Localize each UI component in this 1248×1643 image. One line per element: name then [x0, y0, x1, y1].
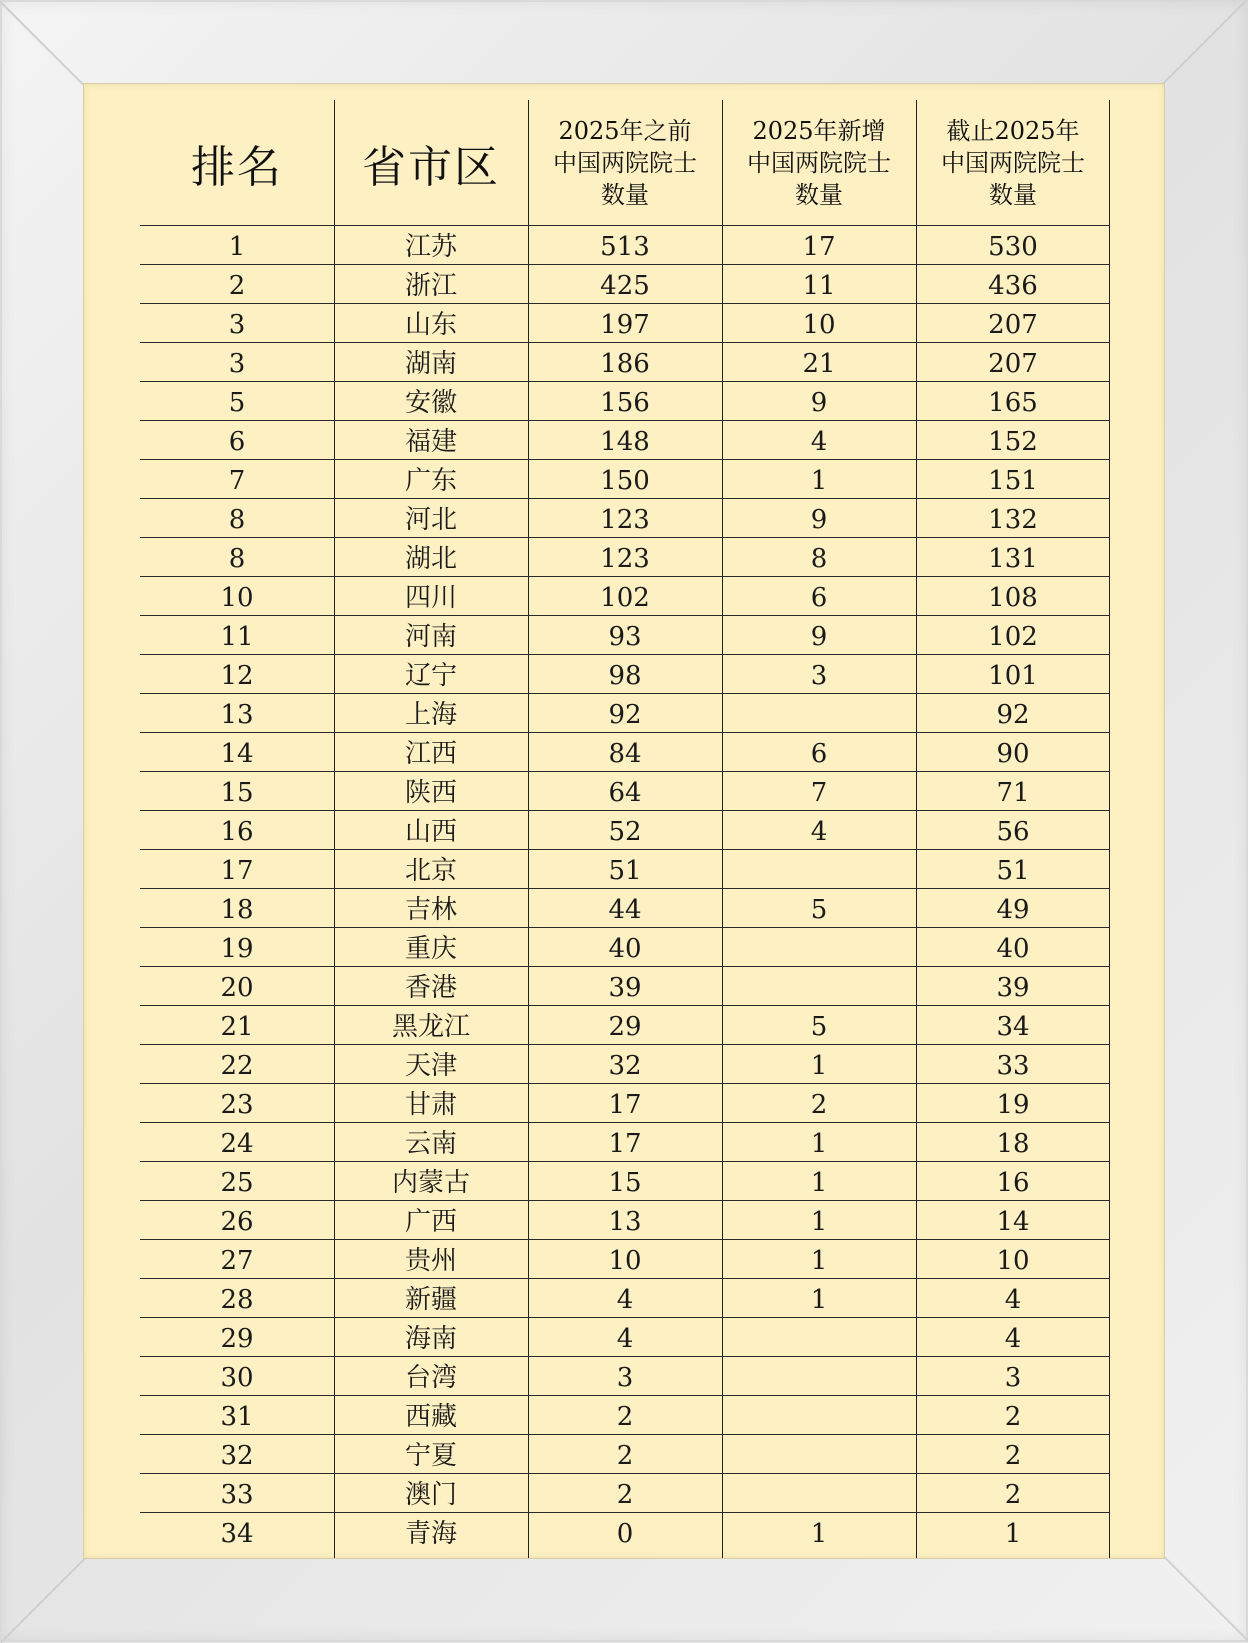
- cell-region: 河北: [404, 505, 457, 535]
- cell-new: 1: [810, 1129, 828, 1159]
- cell-before: 4: [616, 1285, 634, 1315]
- cell-total: 207: [988, 349, 1038, 379]
- cell-rank: 33: [220, 1480, 254, 1510]
- cell-before: 29: [608, 1012, 642, 1042]
- cell-before: 150: [600, 466, 650, 496]
- cell-total: 40: [996, 934, 1030, 964]
- cell-new: [722, 1318, 916, 1356]
- cell-region: 山西: [404, 817, 457, 847]
- cell-new: [722, 1435, 916, 1473]
- cell-region: 湖南: [404, 349, 457, 379]
- cell-total: 16: [996, 1168, 1030, 1198]
- cell-region: 甘肃: [404, 1090, 457, 1120]
- cell-rank: 3: [228, 349, 246, 379]
- cell-before: 64: [608, 778, 642, 808]
- header-line: 2025年之前: [558, 116, 692, 145]
- cell-before: 4: [616, 1324, 634, 1354]
- cell-new: [722, 928, 916, 966]
- cell-before: 0: [616, 1519, 634, 1549]
- cell-new: 6: [810, 739, 828, 769]
- cell-total: 152: [988, 427, 1038, 457]
- cell-new: 10: [802, 310, 836, 340]
- cell-total: 4: [1004, 1324, 1022, 1354]
- cell-region: 福建: [404, 427, 457, 457]
- cell-new: 4: [810, 817, 828, 847]
- table-row: [140, 615, 1110, 654]
- cell-rank: 1: [228, 232, 246, 262]
- table-row: [140, 1005, 1110, 1044]
- cell-total: 101: [988, 661, 1038, 691]
- cell-before: 40: [608, 934, 642, 964]
- cell-region: 广东: [404, 466, 457, 496]
- cell-region: 湖北: [404, 544, 457, 574]
- cell-rank: 2: [228, 271, 246, 301]
- frame-corner-line: [0, 1558, 86, 1643]
- cell-before: 197: [600, 310, 650, 340]
- cell-rank: 22: [220, 1051, 254, 1081]
- cell-new: [722, 850, 916, 888]
- cell-rank: 20: [220, 973, 254, 1003]
- cell-before: 10: [608, 1246, 642, 1276]
- table-row: [140, 849, 1110, 888]
- cell-total: 51: [996, 856, 1030, 886]
- cell-region: 江西: [404, 739, 457, 769]
- header-line: 数量: [795, 180, 843, 209]
- cell-rank: 12: [220, 661, 254, 691]
- table-row: [140, 225, 1110, 264]
- header-line: 中国两院院士: [747, 148, 891, 177]
- frame-corner-line: [0, 0, 84, 86]
- header-line: 中国两院院士: [553, 148, 697, 177]
- table-row: [140, 498, 1110, 537]
- cell-before: 93: [608, 622, 642, 652]
- cell-region: 新疆: [404, 1285, 457, 1315]
- cell-total: 165: [988, 388, 1038, 418]
- cell-before: 425: [600, 271, 650, 301]
- cell-region: 河南: [404, 622, 457, 652]
- cell-region: 西藏: [404, 1402, 457, 1432]
- cell-rank: 17: [220, 856, 254, 886]
- cell-before: 102: [600, 583, 650, 613]
- cell-before: 52: [608, 817, 642, 847]
- header-line: 中国两院院士: [941, 148, 1085, 177]
- cell-rank: 3: [228, 310, 246, 340]
- table-row: [140, 1317, 1110, 1356]
- cell-new: 1: [810, 1051, 828, 1081]
- cell-total: 2: [1004, 1480, 1022, 1510]
- cell-rank: 34: [220, 1519, 254, 1549]
- cell-region: 内蒙古: [391, 1168, 470, 1198]
- cell-total: 102: [988, 622, 1038, 652]
- cell-rank: 16: [220, 817, 254, 847]
- cell-rank: 29: [220, 1324, 254, 1354]
- cell-region: 澳门: [404, 1480, 457, 1510]
- cell-new: [722, 694, 916, 732]
- cell-rank: 13: [220, 700, 254, 730]
- header-line: 数量: [989, 180, 1037, 209]
- cell-total: 2: [1004, 1402, 1022, 1432]
- cell-before: 186: [600, 349, 650, 379]
- ranking-table: [140, 100, 1110, 1558]
- cell-rank: 7: [228, 466, 246, 496]
- table-row: [140, 459, 1110, 498]
- cell-new: 1: [810, 1285, 828, 1315]
- cell-total: 436: [988, 271, 1038, 301]
- cell-total: 131: [988, 544, 1038, 574]
- table-row: [140, 1200, 1110, 1239]
- cell-new: 1: [810, 1519, 828, 1549]
- cell-new: 1: [810, 1168, 828, 1198]
- cell-rank: 19: [220, 934, 254, 964]
- cell-rank: 5: [228, 388, 246, 418]
- cell-before: 44: [608, 895, 642, 925]
- cell-rank: 28: [220, 1285, 254, 1315]
- header-line: 数量: [601, 180, 649, 209]
- cell-region: 吉林: [404, 895, 457, 925]
- cell-rank: 21: [220, 1012, 254, 1042]
- frame-corner-line: [1164, 1556, 1248, 1642]
- table-row: [140, 927, 1110, 966]
- cell-region: 重庆: [404, 934, 457, 964]
- cell-new: [722, 1357, 916, 1395]
- cell-total: 10: [996, 1246, 1030, 1276]
- table-row: [140, 1473, 1110, 1512]
- cell-rank: 18: [220, 895, 254, 925]
- cell-new: 2: [810, 1090, 828, 1120]
- cell-before: 15: [608, 1168, 642, 1198]
- table-row: [140, 888, 1110, 927]
- table-row: [140, 1161, 1110, 1200]
- cell-total: 92: [996, 700, 1030, 730]
- table-row: [140, 1356, 1110, 1395]
- table-row: [140, 537, 1110, 576]
- cell-total: 207: [988, 310, 1038, 340]
- cell-total: 4: [1004, 1285, 1022, 1315]
- table-row: [140, 1122, 1110, 1161]
- cell-before: 84: [608, 739, 642, 769]
- cell-total: 1: [1004, 1519, 1022, 1549]
- cell-total: 18: [996, 1129, 1030, 1159]
- cell-region: 四川: [404, 583, 457, 613]
- cell-new: 1: [810, 466, 828, 496]
- cell-new: 5: [810, 895, 828, 925]
- cell-total: 71: [996, 778, 1030, 808]
- cell-total: 14: [996, 1207, 1030, 1237]
- cell-before: 3: [616, 1363, 634, 1393]
- cell-total: 530: [988, 232, 1038, 262]
- cell-region: 黑龙江: [391, 1012, 470, 1042]
- cell-rank: 14: [220, 739, 254, 769]
- cell-total: 49: [996, 895, 1030, 925]
- table-row: [140, 1395, 1110, 1434]
- cell-before: 92: [608, 700, 642, 730]
- cell-before: 2: [616, 1480, 634, 1510]
- cell-total: 33: [996, 1051, 1030, 1081]
- cell-before: 148: [600, 427, 650, 457]
- cell-before: 17: [608, 1090, 642, 1120]
- header-region: 省市区: [362, 141, 500, 193]
- header-before-2025: [528, 100, 722, 225]
- cell-rank: 27: [220, 1246, 254, 1276]
- table-row: [140, 1044, 1110, 1083]
- cell-total: 19: [996, 1090, 1030, 1120]
- cell-before: 2: [616, 1441, 634, 1471]
- cell-new: [722, 1474, 916, 1512]
- table-row: [140, 264, 1110, 303]
- table-row: [140, 420, 1110, 459]
- cell-rank: 26: [220, 1207, 254, 1237]
- cell-new: 5: [810, 1012, 828, 1042]
- table-row: [140, 732, 1110, 771]
- cell-region: 宁夏: [404, 1441, 457, 1471]
- cell-new: 1: [810, 1207, 828, 1237]
- cell-new: 8: [810, 544, 828, 574]
- cell-region: 北京: [404, 856, 457, 886]
- table-row: [140, 654, 1110, 693]
- table-row: [140, 1512, 1110, 1551]
- cell-rank: 24: [220, 1129, 254, 1159]
- cell-before: 51: [608, 856, 642, 886]
- cell-rank: 6: [228, 427, 246, 457]
- paper-sheet: [84, 84, 1164, 1558]
- cell-region: 天津: [404, 1051, 457, 1081]
- cell-new: 3: [810, 661, 828, 691]
- cell-total: 39: [996, 973, 1030, 1003]
- cell-total: 132: [988, 505, 1038, 535]
- cell-new: 11: [802, 271, 836, 301]
- table-row: [140, 771, 1110, 810]
- cell-rank: 8: [228, 544, 246, 574]
- cell-region: 贵州: [404, 1246, 457, 1276]
- cell-total: 108: [988, 583, 1038, 613]
- cell-region: 台湾: [404, 1363, 457, 1393]
- table-row: [140, 1083, 1110, 1122]
- table-row: [140, 1434, 1110, 1473]
- cell-new: 6: [810, 583, 828, 613]
- table-row: [140, 303, 1110, 342]
- frame-corner-line: [1162, 0, 1248, 84]
- cell-rank: 8: [228, 505, 246, 535]
- cell-rank: 25: [220, 1168, 254, 1198]
- cell-before: 156: [600, 388, 650, 418]
- cell-region: 海南: [404, 1324, 457, 1354]
- cell-rank: 11: [220, 622, 254, 652]
- cell-new: 21: [802, 349, 836, 379]
- cell-new: 9: [810, 505, 828, 535]
- cell-region: 云南: [404, 1129, 457, 1159]
- cell-region: 江苏: [404, 232, 457, 262]
- cell-before: 13: [608, 1207, 642, 1237]
- table-row: [140, 693, 1110, 732]
- table-row: [140, 810, 1110, 849]
- cell-before: 98: [608, 661, 642, 691]
- cell-region: 安徽: [404, 388, 457, 418]
- header-line: 截止2025年: [946, 116, 1080, 145]
- cell-total: 2: [1004, 1441, 1022, 1471]
- header-new-2025: [722, 100, 916, 225]
- cell-new: 9: [810, 388, 828, 418]
- table-row: [140, 966, 1110, 1005]
- cell-new: [722, 967, 916, 1005]
- cell-rank: 10: [220, 583, 254, 613]
- table-row: [140, 1278, 1110, 1317]
- table-row: [140, 576, 1110, 615]
- cell-before: 123: [600, 505, 650, 535]
- table-row: [140, 1239, 1110, 1278]
- cell-region: 香港: [404, 973, 457, 1003]
- cell-before: 32: [608, 1051, 642, 1081]
- cell-before: 2: [616, 1402, 634, 1432]
- header-total-2025: [916, 100, 1110, 225]
- cell-region: 广西: [404, 1207, 457, 1237]
- cell-new: 17: [802, 232, 836, 262]
- cell-total: 3: [1004, 1363, 1022, 1393]
- cell-region: 陕西: [404, 778, 457, 808]
- cell-total: 151: [988, 466, 1038, 496]
- cell-rank: 23: [220, 1090, 254, 1120]
- cell-rank: 31: [220, 1402, 254, 1432]
- cell-region: 上海: [404, 700, 457, 730]
- table-row: [140, 381, 1110, 420]
- cell-total: 56: [996, 817, 1030, 847]
- cell-new: 9: [810, 622, 828, 652]
- table-row: [140, 342, 1110, 381]
- cell-before: 513: [600, 232, 650, 262]
- header-line: 2025年新增: [752, 116, 886, 145]
- cell-before: 17: [608, 1129, 642, 1159]
- cell-before: 39: [608, 973, 642, 1003]
- cell-before: 123: [600, 544, 650, 574]
- cell-rank: 15: [220, 778, 254, 808]
- cell-new: 7: [810, 778, 828, 808]
- cell-new: [722, 1396, 916, 1434]
- cell-rank: 32: [220, 1441, 254, 1471]
- cell-region: 山东: [404, 310, 457, 340]
- header-rank: 排名: [191, 141, 283, 193]
- cell-new: 4: [810, 427, 828, 457]
- cell-total: 34: [996, 1012, 1030, 1042]
- cell-region: 青海: [404, 1519, 457, 1549]
- cell-new: 1: [810, 1246, 828, 1276]
- cell-total: 90: [996, 739, 1030, 769]
- cell-rank: 30: [220, 1363, 254, 1393]
- cell-region: 浙江: [404, 271, 457, 301]
- cell-region: 辽宁: [404, 661, 457, 691]
